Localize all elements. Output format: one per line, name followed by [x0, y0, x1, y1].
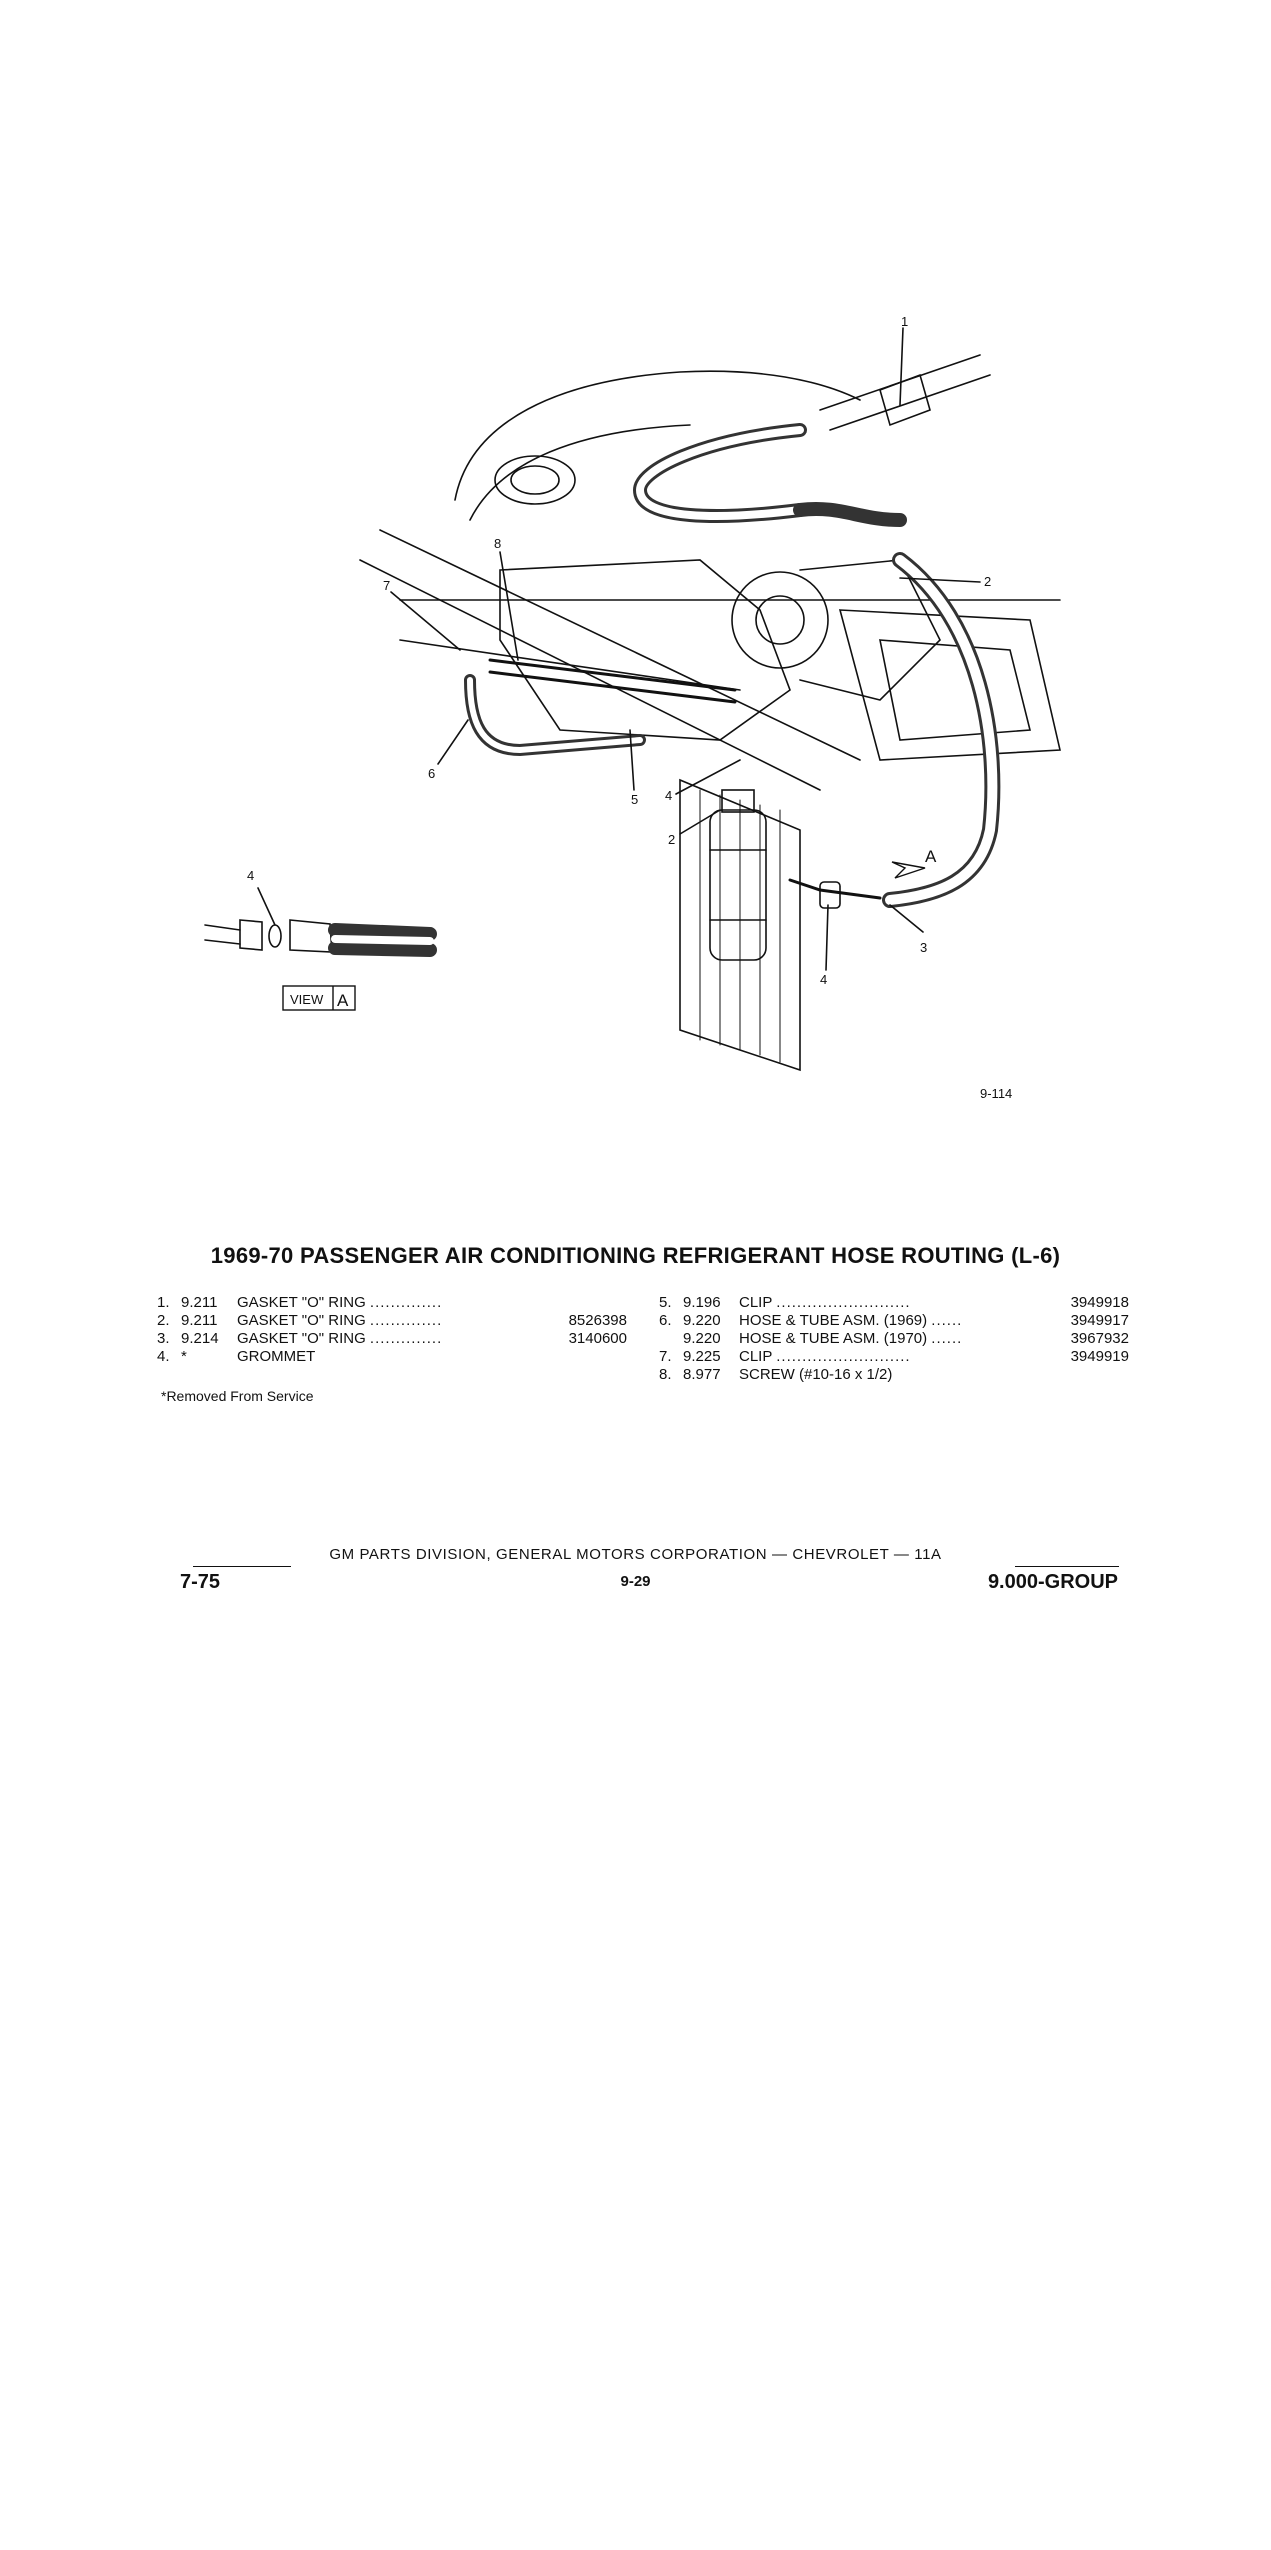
callout-5: 5	[631, 792, 639, 807]
part-leader-dots: ..........................	[776, 1294, 911, 1311]
part-description	[739, 1294, 1029, 1312]
leader-1	[900, 328, 903, 405]
leader-4b	[676, 760, 740, 794]
part-description-text: HOSE & TUBE ASM. (1969)	[739, 1312, 928, 1329]
callout-7: 7	[383, 578, 391, 593]
part-description-text: GASKET "O" RING	[237, 1330, 366, 1347]
receiver-dryer	[710, 810, 766, 960]
part-index: 6.	[659, 1312, 672, 1329]
part-index: 8.	[659, 1366, 672, 1383]
part-leader-dots: ..............	[369, 1330, 443, 1347]
view-a-nut	[290, 920, 332, 952]
parts-row	[157, 1330, 627, 1348]
part-description-text: GROMMET	[237, 1348, 316, 1365]
part-description	[237, 1312, 512, 1330]
radiator-support-line-2	[360, 560, 820, 790]
view-a-fitting	[240, 920, 262, 950]
arrow-letter: A	[925, 847, 937, 866]
radiator-frame	[840, 610, 1060, 760]
condenser-fins	[700, 790, 780, 1062]
part-description	[739, 1330, 1029, 1348]
page-number-left: 7-75	[180, 1571, 221, 1593]
view-label: VIEW	[290, 992, 324, 1007]
callout-8: 8	[494, 536, 502, 551]
callout-4c: 4	[820, 972, 828, 987]
view-a-hose-core	[335, 939, 430, 941]
part-description	[237, 1330, 512, 1348]
compressor-pulley	[732, 572, 828, 668]
radiator-frame-inner	[880, 640, 1030, 740]
part-group-code: 9.220	[683, 1330, 721, 1347]
part-number: 3140600	[568, 1330, 627, 1347]
view-letter: A	[337, 991, 349, 1010]
part-description	[739, 1312, 1029, 1330]
part-group-code: 8.977	[683, 1366, 721, 1383]
leader-3	[890, 905, 923, 932]
leader-4a	[258, 888, 275, 925]
evaporator-fitting	[880, 375, 930, 425]
suction-hose-2	[800, 509, 900, 520]
part-description-text: GASKET "O" RING	[237, 1312, 366, 1329]
part-description	[739, 1348, 1029, 1366]
figure-number: 9-114	[980, 1086, 1013, 1101]
part-index: 7.	[659, 1348, 672, 1365]
grommet	[820, 882, 840, 908]
leader-4c	[826, 905, 828, 970]
part-description-text: CLIP	[739, 1348, 773, 1365]
part-number: 3949917	[1070, 1312, 1129, 1329]
part-description	[739, 1366, 1029, 1384]
part-group-code: 9.211	[181, 1312, 218, 1329]
part-index: 5.	[659, 1294, 672, 1311]
fender-hole	[495, 456, 575, 504]
parts-row	[157, 1312, 627, 1330]
callout-2a: 2	[984, 574, 992, 589]
callout-4b: 4	[665, 788, 673, 803]
parts-row	[659, 1366, 1129, 1384]
leader-6	[438, 720, 468, 764]
part-description	[237, 1348, 512, 1366]
parts-row	[659, 1312, 1129, 1330]
part-leader-dots: ..............	[369, 1294, 443, 1311]
part-leader-dots: ......	[931, 1312, 963, 1329]
parts-row	[659, 1348, 1129, 1366]
parts-row	[659, 1330, 1129, 1348]
part-description-text: HOSE & TUBE ASM. (1970)	[739, 1330, 928, 1347]
part-leader-dots: ..............	[369, 1312, 443, 1329]
part-leader-dots: ......	[931, 1330, 963, 1347]
group-label: 9.000-GROUP	[987, 1571, 1118, 1593]
footer-rule-right	[1015, 1566, 1119, 1567]
part-index: 1.	[157, 1294, 170, 1311]
part-description-text: GASKET "O" RING	[237, 1294, 366, 1311]
part-leader-dots: ..........................	[776, 1348, 911, 1365]
part-description-text: SCREW (#10-16 x 1/2)	[739, 1366, 893, 1383]
receiver-dryer-band	[710, 850, 766, 920]
part-number: 3949918	[1070, 1294, 1129, 1311]
part-index: 3.	[157, 1330, 170, 1347]
part-description	[237, 1294, 512, 1312]
view-a-oring	[269, 925, 281, 947]
part-number: 8526398	[568, 1312, 627, 1329]
part-number: 3967932	[1070, 1330, 1129, 1347]
callout-1: 1	[901, 314, 909, 329]
callout-2b: 2	[668, 832, 676, 847]
parts-list-right	[659, 1294, 1129, 1384]
part-group-code: *	[181, 1348, 187, 1365]
part-group-code: 9.225	[683, 1348, 721, 1365]
page-title: 1969-70 PASSENGER AIR CONDITIONING REFRIGERANT HOSE ROUTING (L-6)	[210, 1243, 1061, 1268]
footer-rule-left	[193, 1566, 291, 1567]
part-group-code: 9.214	[181, 1330, 219, 1347]
part-group-code: 9.211	[181, 1294, 218, 1311]
part-number: 3949919	[1070, 1348, 1129, 1365]
callout-6: 6	[428, 766, 436, 781]
parts-row	[659, 1294, 1129, 1312]
callout-3: 3	[920, 940, 928, 955]
view-a-arrow	[892, 862, 925, 878]
footnote: *Removed From Service	[161, 1388, 314, 1404]
part-group-code: 9.220	[683, 1312, 721, 1329]
parts-row	[157, 1348, 627, 1366]
part-description-text: CLIP	[739, 1294, 773, 1311]
part-group-code: 9.196	[683, 1294, 721, 1311]
fender-hole-inner	[511, 466, 559, 494]
part-index: 2.	[157, 1312, 170, 1329]
parts-row	[157, 1294, 627, 1312]
page-number-center: 9-29	[620, 1573, 651, 1590]
footer-publisher: GM PARTS DIVISION, GENERAL MOTORS CORPORATION — CHEVROLET — 11A	[329, 1546, 942, 1563]
engine-block	[500, 560, 790, 740]
view-a-tube	[205, 925, 240, 944]
hose-routing-illustration	[0, 0, 1271, 1140]
part-index: 4.	[157, 1348, 170, 1365]
callout-4a: 4	[247, 868, 255, 883]
parts-list-left	[157, 1294, 627, 1366]
